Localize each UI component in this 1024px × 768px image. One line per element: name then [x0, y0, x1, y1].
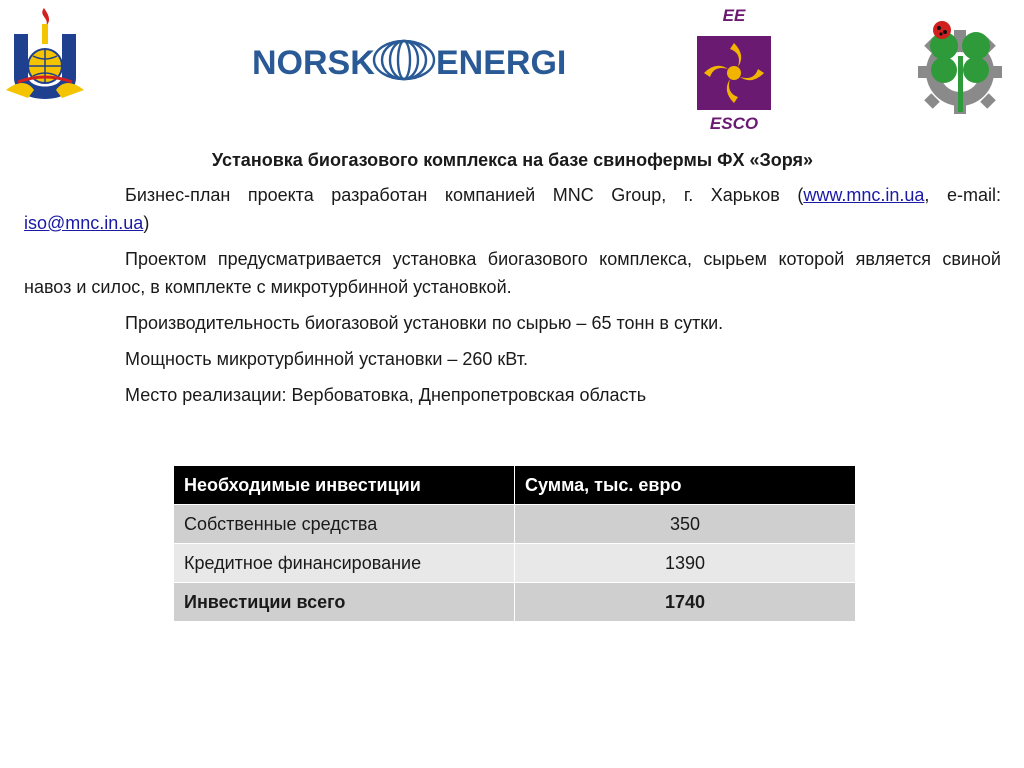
esco-emblem-icon: [697, 36, 771, 110]
table-total-row: [174, 583, 856, 622]
table-cell-label: Собственные средства: [174, 505, 515, 544]
table-cell-label: Кредитное финансирование: [174, 544, 515, 583]
esco-top-label: EE: [722, 6, 746, 25]
website-link[interactable]: www.mnc.in.ua: [803, 185, 925, 205]
clover-gear-logo: [904, 6, 1016, 116]
logo-bar: [0, 0, 1024, 140]
university-logo: [4, 6, 86, 110]
esco-bottom-label: ESCO: [709, 114, 759, 133]
svg-text:ENERGI: ENERGI: [436, 44, 567, 82]
table-header-investments: Необходимые инвестиции: [174, 466, 515, 505]
paragraph-business-plan-text: Бизнес-план проекта разработан компанией MNC Group, г. Харьков (: [125, 185, 804, 205]
table-header-row: [174, 466, 856, 505]
paragraph-capacity: Производительность биогазовой установки по сырью – 65 тонн в сутки.: [125, 313, 724, 333]
document-title: Установка биогазового комплекса на базе свинофермы ФХ «Зоря»: [211, 150, 814, 170]
email-link[interactable]: iso@mnc.in.ua: [24, 213, 144, 233]
table-cell-total-label: Инвестиции всего: [174, 583, 515, 622]
norsk-energi-logo: [252, 36, 572, 84]
paragraph-business-plan-end: ): [143, 213, 150, 233]
table-row: [174, 505, 856, 544]
paragraph-project-description: Проектом предусматривается установка биогазового комплекса, сырьем которой является свиной навоз и силос, в комплекте с микротурбинной установкой.: [24, 249, 1001, 297]
table-cell-total-amount: 1740: [515, 583, 856, 622]
ee-esco-logo: [694, 6, 774, 138]
paragraph-business-plan: [24, 181, 1001, 237]
main-content: [24, 150, 1001, 417]
svg-text:NORSK: NORSK: [252, 44, 375, 82]
paragraph-location: Место реализации: Вербоватовка, Днепропетровская область: [125, 385, 647, 405]
table-header-amount: Сумма, тыс. евро: [515, 466, 856, 505]
email-label: , e-mail:: [924, 185, 1001, 205]
paragraph-power: Мощность микротурбинной установки – 260 кВт.: [125, 349, 528, 369]
table-cell-amount: 350: [515, 505, 856, 544]
investment-table: [173, 465, 856, 622]
table-row: [174, 544, 856, 583]
table-cell-amount: 1390: [515, 544, 856, 583]
